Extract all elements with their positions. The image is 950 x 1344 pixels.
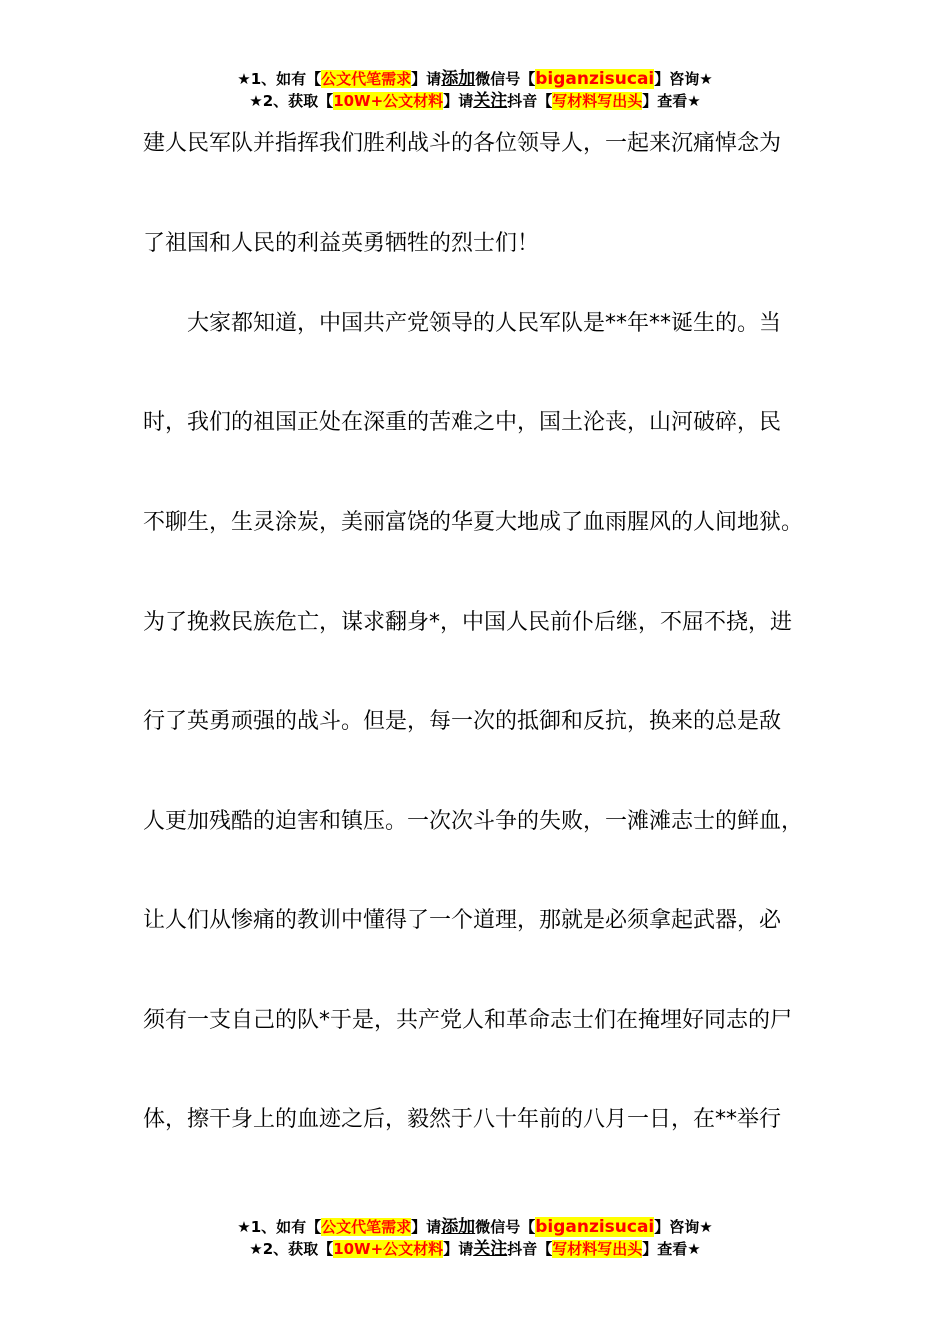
body-line: 时，我们的祖国正处在深重的苦难之中，国土沦丧，山河破碎，民	[143, 410, 782, 435]
banner-text: ★2、获取【	[249, 92, 334, 110]
banner-line-2	[0, 90, 950, 112]
body-line: 人更加残酷的迫害和镇压。一次次斗争的失败，一滩滩志士的鲜血，	[143, 809, 804, 834]
banner-text: 】请	[411, 1218, 442, 1236]
highlight-service: 公文代笔需求	[321, 1218, 412, 1236]
banner-text: 】查看★	[642, 92, 701, 110]
banner-line-2	[0, 1238, 950, 1260]
banner-text: 】请	[411, 70, 442, 88]
banner-text: 】请	[443, 1240, 474, 1258]
douyin-account: 写材料写出头	[552, 1240, 643, 1258]
emphasis-add: 添加	[441, 69, 476, 89]
body-line: 不聊生，生灵涂炭，美丽富饶的华夏大地成了血雨腥风的人间地狱。	[143, 510, 804, 535]
banner-text: 微信号【	[475, 1218, 536, 1236]
banner-text: 】咨询★	[654, 70, 713, 88]
body-line: 建人民军队并指挥我们胜利战斗的各位领导人，一起来沉痛悼念为	[143, 131, 782, 156]
highlight-service: 公文代笔需求	[321, 70, 412, 88]
body-line: 了祖国和人民的利益英勇牺牲的烈士们！	[143, 231, 540, 256]
body-line: 体，擦干身上的血迹之后，毅然于八十年前的八月一日，在**举行	[143, 1107, 782, 1132]
body-line: 为了挽救民族危亡，谋求翻身*，中国人民前仆后继，不屈不挠，进	[143, 610, 793, 635]
banner-text: ★1、如有【	[237, 70, 322, 88]
wechat-id: biganzisucai	[535, 69, 655, 89]
highlight-materials: 10W+公文材料	[333, 92, 444, 110]
wechat-id: biganzisucai	[535, 1217, 655, 1237]
banner-text: ★2、获取【	[249, 1240, 334, 1258]
banner-text: 抖音【	[507, 1240, 553, 1258]
douyin-account: 写材料写出头	[552, 92, 643, 110]
banner-line-1	[0, 1216, 950, 1238]
banner-line-1	[0, 68, 950, 90]
banner-text: 抖音【	[507, 92, 553, 110]
banner-text: 】查看★	[642, 1240, 701, 1258]
highlight-materials: 10W+公文材料	[333, 1240, 444, 1258]
body-line: 行了英勇顽强的战斗。但是，每一次的抵御和反抗，换来的总是敌	[143, 709, 782, 734]
banner-text: 微信号【	[475, 70, 536, 88]
banner-text: ★1、如有【	[237, 1218, 322, 1236]
header-banner	[0, 68, 950, 112]
body-line: 大家都知道，中国共产党领导的人民军队是**年**诞生的。当	[187, 311, 782, 336]
emphasis-follow: 关注	[473, 1239, 508, 1259]
body-line: 须有一支自己的队*于是，共产党人和革命志士们在掩埋好同志的尸	[143, 1008, 793, 1033]
banner-text: 】咨询★	[654, 1218, 713, 1236]
emphasis-add: 添加	[441, 1217, 476, 1237]
banner-text: 】请	[443, 92, 474, 110]
body-line: 让人们从惨痛的教训中懂得了一个道理，那就是必须拿起武器，必	[143, 908, 782, 933]
footer-banner	[0, 1216, 950, 1260]
emphasis-follow: 关注	[473, 91, 508, 111]
